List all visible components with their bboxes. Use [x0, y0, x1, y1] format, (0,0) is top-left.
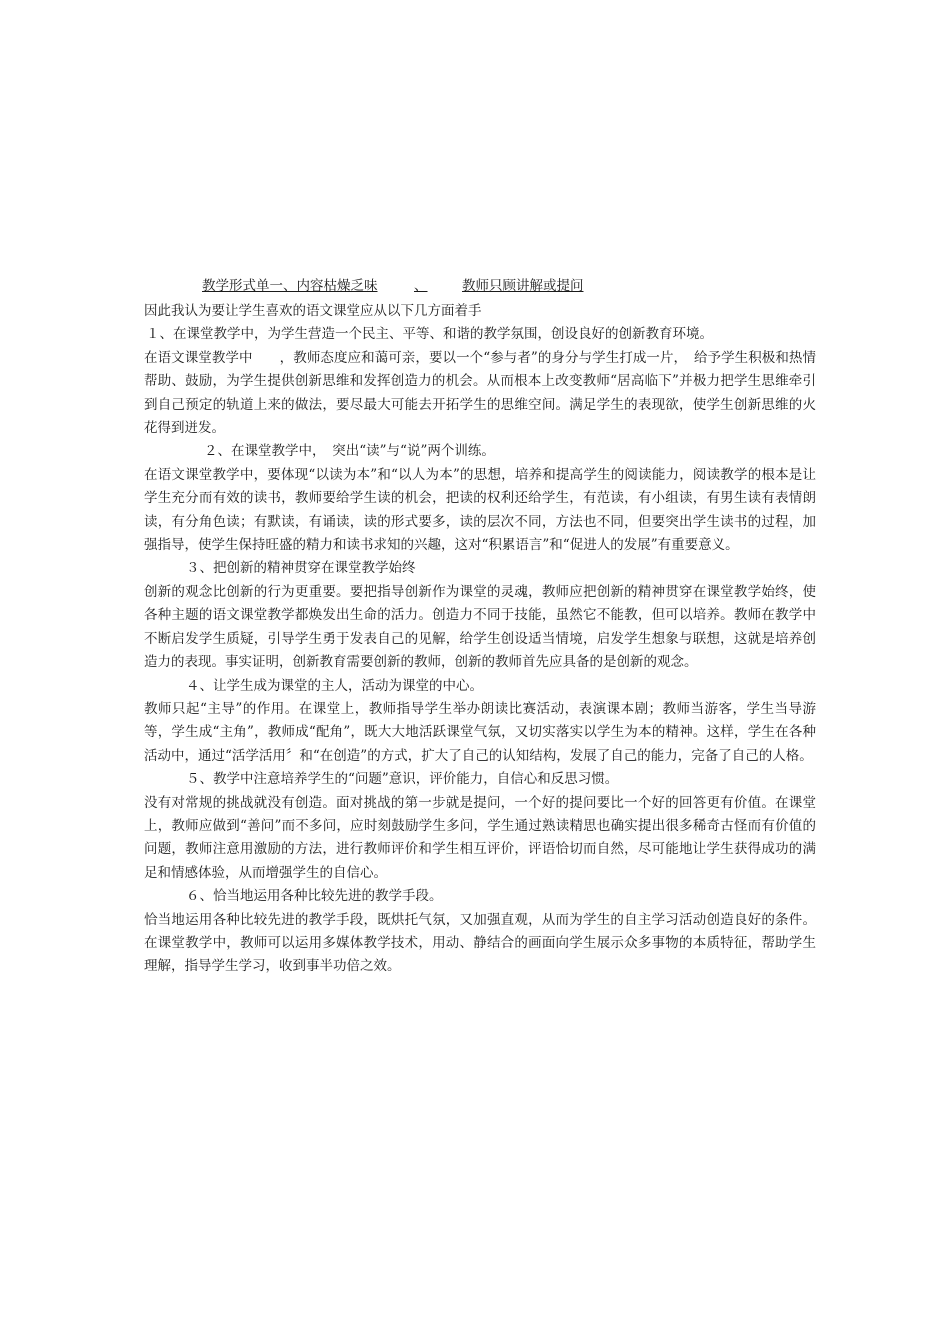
section-2-title: ２、在课堂教学中， 突出“读”与“说”两个训练。 [204, 443, 495, 460]
section-3-title: ３、把创新的精神贯穿在课堂教学始终 [186, 560, 416, 577]
section-5-body: 没有对常规的挑战就没有创造。面对挑战的第一步就是提问，一个好的提问要比一个好的回答更有价值。在课堂上，教师应做到“善问”而不多问，应时刻鼓励学生多问，学生通过熟读精思也确实提出很多稀奇古怪而有价值的问题，教师注意用激励的方法，进行教师评价和学生相互评价，评语恰切而自然，尽可能地让学生获得成功的满足和情感体验，从而增强学生的自信心。 [144, 794, 816, 881]
section-4-title: ４、让学生成为课堂的主人，活动为课堂的中心。 [186, 677, 483, 694]
header-part1: 教学形式单一、内容枯燥乏味 [202, 278, 378, 294]
intro-line: 因此我认为要让学生喜欢的语文课堂应从以下几方面着手 [144, 303, 482, 319]
header-separator: 、 [414, 278, 428, 294]
section-3-body: 创新的观念比创新的行为更重要。要把指导创新作为课堂的灵魂，教师应把创新的精神贯穿在课堂教学始终，使各种主题的语文课堂教学都焕发出生命的活力。创造力不同于技能，虽然它不能教，但可以培养。教师在教学中不断启发学生质疑，引导学生勇于发表自己的见解，给学生创设适当情境，启发学生想象与联想，这就是培养创造力的表现。事实证明，创新教育需要创新的教师，创新的教师首先应具备的是创新的观念。 [144, 583, 816, 671]
section-6-title: ６、恰当地运用各种比较先进的教学手段。 [186, 888, 443, 905]
header-part2: 教师只顾讲解或提问 [462, 278, 584, 294]
section-1-title: １、在课堂教学中，为学生营造一个民主、平等、和谐的教学氛围，创设良好的创新教育环境。 [146, 326, 713, 343]
section-1-body: 在语文课堂教学中 ，教师态度应和蔼可亲，要以一个“参与者”的身分与学生打成一片， 给予学生积极和热情帮助、鼓励，为学生提供创新思维和发挥创造力的机会。从而根本上改变教师“居高临下”并极力把学生思维牵引到自己预定的轨道上来的做法，要尽最大可能去开拓学生的思维空间。满足学生的表现欲，使学生创新思维的火花得到迸发。 [144, 349, 816, 437]
section-6-body: 恰当地运用各种比较先进的教学手段，既烘托气氛，又加强直观，从而为学生的自主学习活动创造良好的条件。在课堂教学中，教师可以运用多媒体教学技术，用动、静结合的画面向学生展示众多事物的本质特征，帮助学生理解，指导学生学习，收到事半功倍之效。 [144, 911, 816, 975]
section-5-title: ５、教学中注意培养学生的“问题”意识，评价能力，自信心和反思习惯。 [186, 771, 619, 788]
section-4-body: 教师只起“主导”的作用。在课堂上，教师指导学生举办朗读比赛活动，表演课本剧；教师当游客，学生当导游等，学生成“主角”，教师成“配角”，既大大地活跃课堂气氛，又切实落实以学生为本的精神。这样，学生在各种活动中，通过“活学活用〞和“在创造”的方式，扩大了自己的认知结构，发展了自己的能力，完备了自己的人格。 [144, 700, 816, 764]
header-line [144, 276, 816, 300]
document-body [144, 276, 816, 979]
section-2-body: 在语文课堂教学中，要体现“以读为本”和“以人为本”的思想，培养和提高学生的阅读能力，阅读教学的根本是让学生充分而有效的读书，教师要给学生读的机会，把读的权利还给学生，有范读，有小组读，有男生读有表情朗读，有分角色读；有默读，有诵读，读的形式要多，读的层次不同，方法也不同，但要突出学生读书的过程，加强指导，使学生保持旺盛的精力和读书求知的兴趣，这对“积累语言”和“促进人的发展”有重要意义。 [144, 466, 816, 554]
